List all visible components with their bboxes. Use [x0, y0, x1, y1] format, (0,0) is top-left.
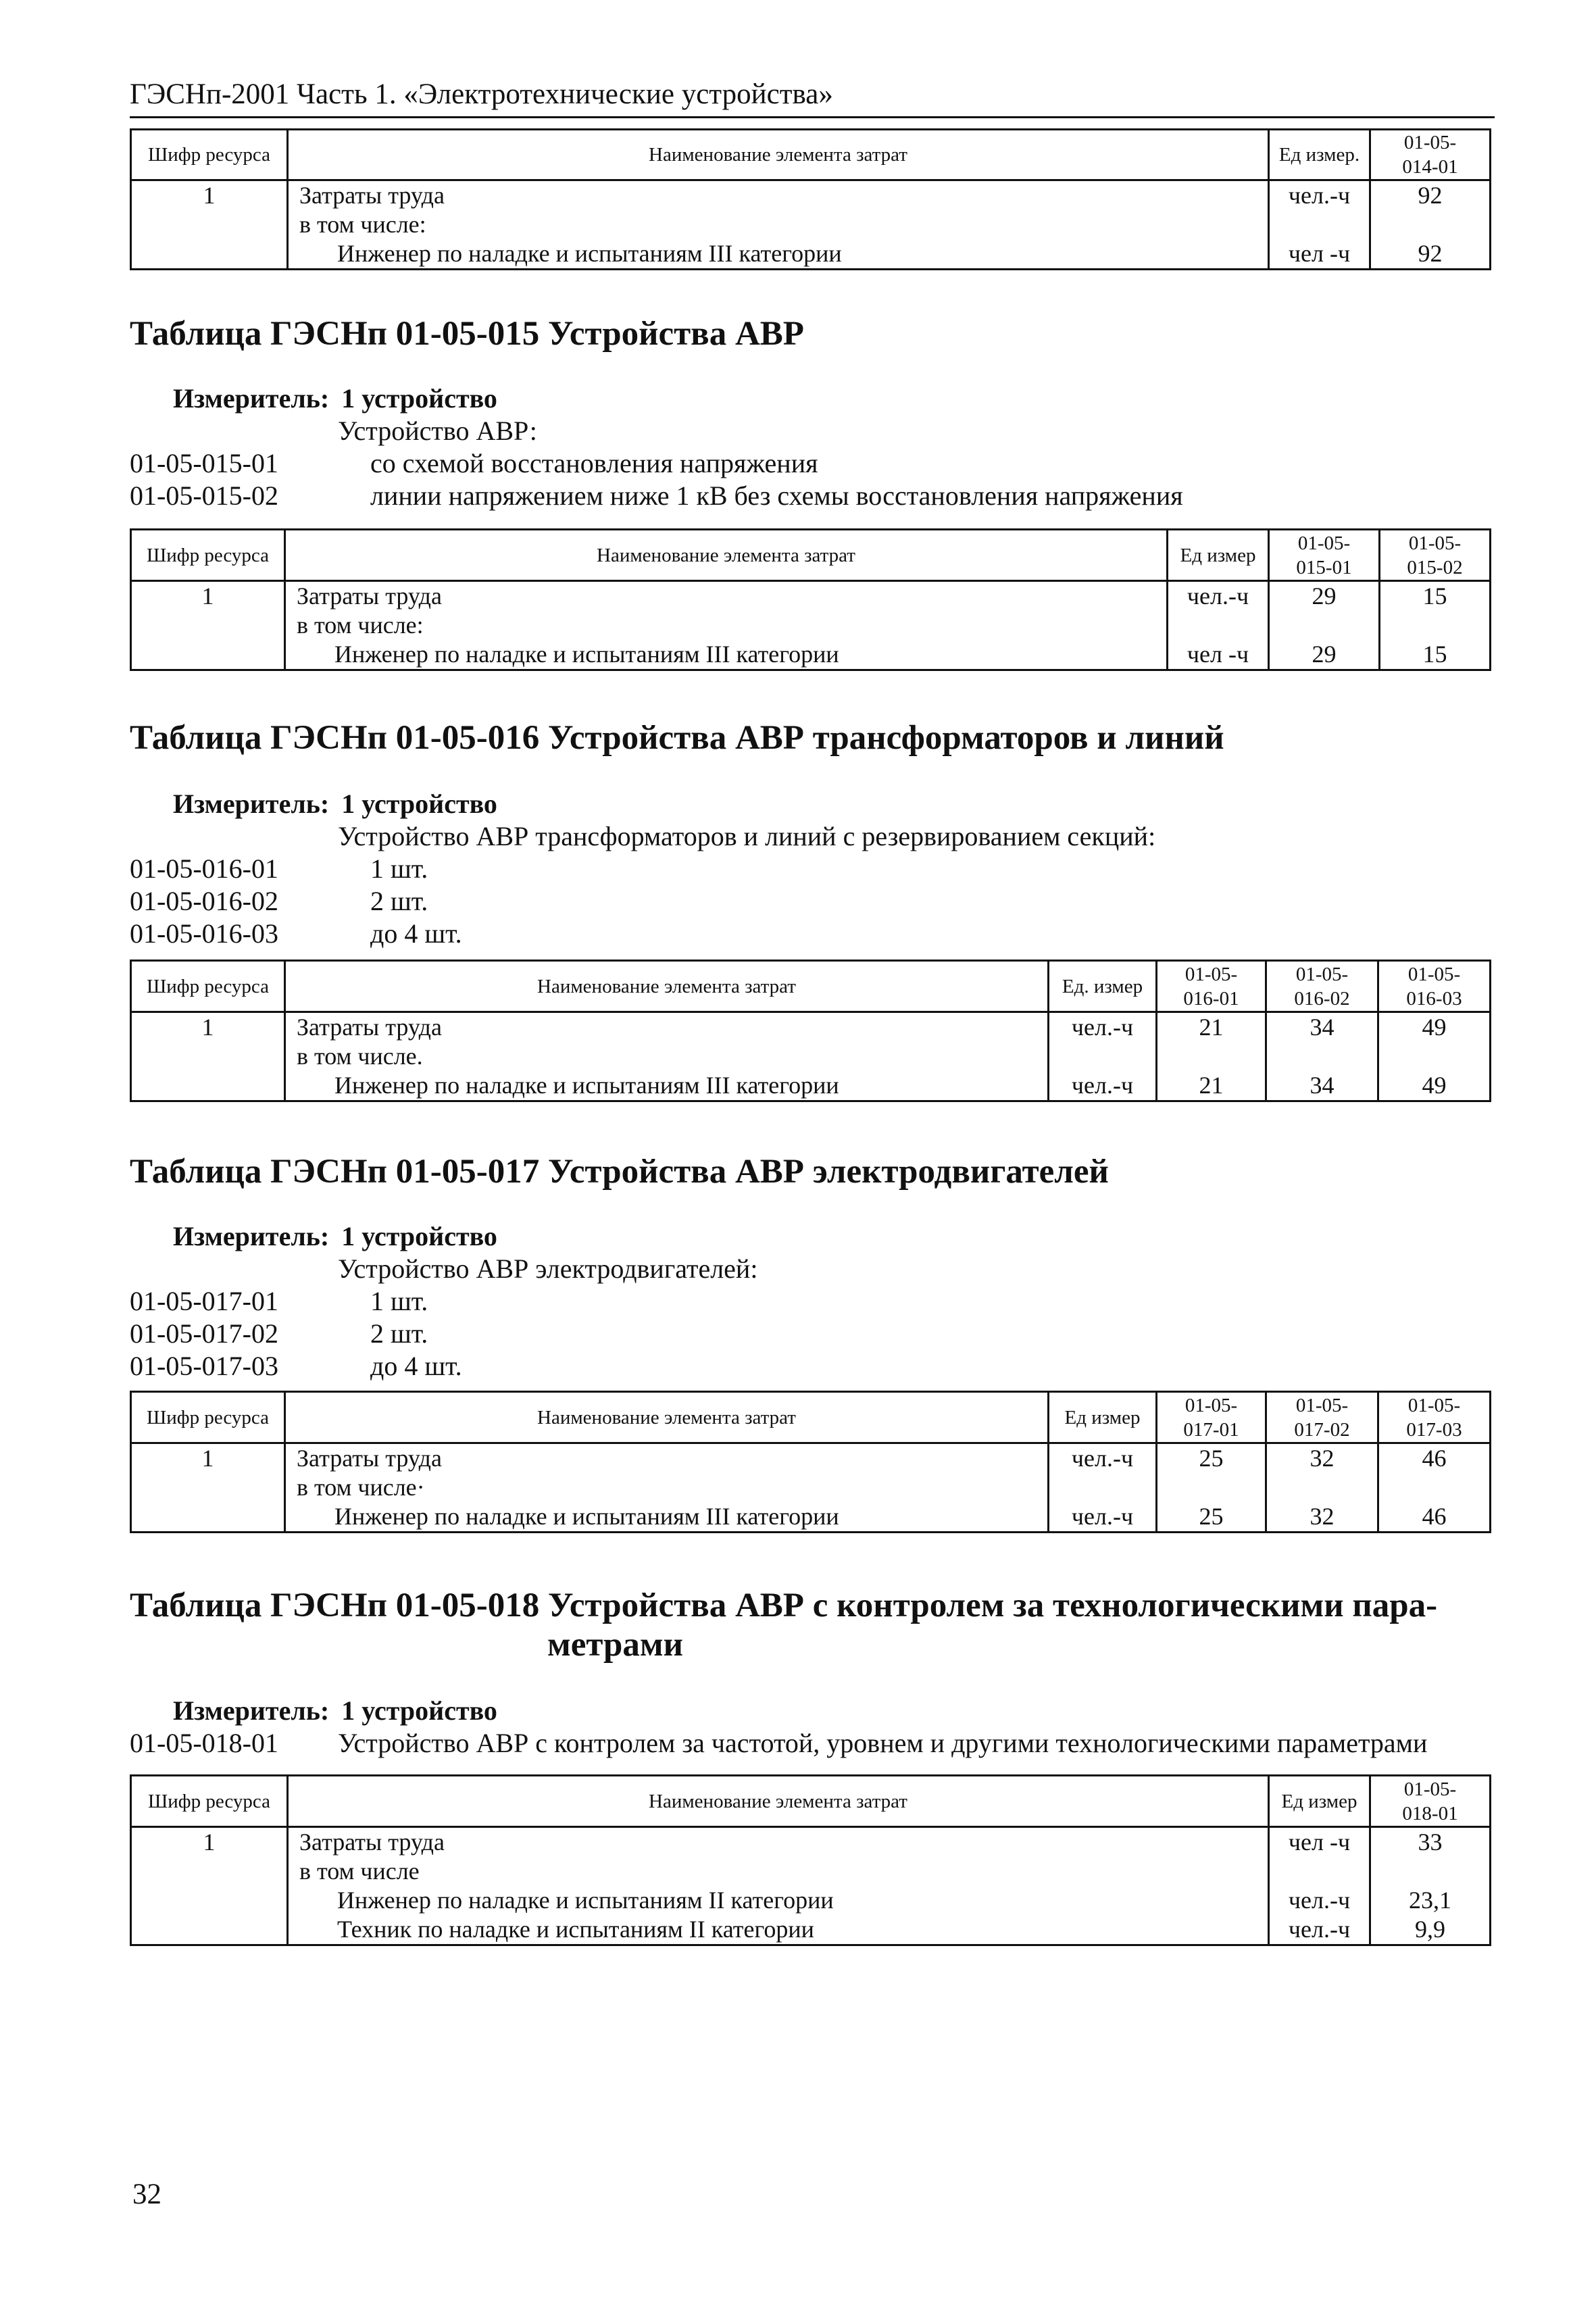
item-015-02: 01-05-015-02 линии напряжением ниже 1 кВ без схемы восстановления напряжения — [130, 480, 1183, 511]
col-header-code: Шифр ресурса — [131, 1776, 288, 1827]
row-engineer: Инженер по наладке и испытаниям III категории — [288, 239, 1269, 270]
resource-table-018 — [130, 1774, 1491, 1946]
col-header-name: Наименование элемента затрат — [285, 961, 1049, 1012]
row-code: 1 — [131, 1443, 285, 1474]
value-engineer: 25 — [1157, 1502, 1266, 1533]
row-labor: Затраты труда — [285, 1012, 1049, 1043]
col-header-code: Шифр ресурса — [131, 530, 285, 581]
value-engineer: 21 — [1157, 1071, 1266, 1101]
value-labor: 49 — [1378, 1012, 1491, 1043]
unit-technician: чел.-ч — [1269, 1915, 1370, 1945]
value-labor: 21 — [1157, 1012, 1266, 1043]
col-header-norm: 01-05- 018-01 — [1370, 1776, 1491, 1827]
section-title-018-line2: метрами — [547, 1626, 684, 1664]
col-header-unit: Ед измер — [1049, 1392, 1157, 1443]
value-engineer: 29 — [1269, 640, 1380, 670]
value-labor: 46 — [1378, 1443, 1491, 1474]
item-016-02: 01-05-016-02 2 шт. — [130, 886, 428, 916]
row-including: в том числе· — [285, 1473, 1049, 1502]
section-title-018-line1: Таблица ГЭСНп 01-05-018 Устройства АВР с контролем за технологическими пара- — [130, 1587, 1438, 1624]
col-header-unit: Ед. измер — [1049, 961, 1157, 1012]
item-017-02: 01-05-017-02 2 шт. — [130, 1318, 428, 1349]
group-015: Устройство АВР: — [338, 416, 537, 446]
col-header-norm: 01-05- 016-03 — [1378, 961, 1491, 1012]
value-engineer: 32 — [1266, 1502, 1378, 1533]
row-code: 1 — [131, 180, 288, 211]
unit-engineer: чел.-ч — [1049, 1071, 1157, 1101]
col-header-code: Шифр ресурса — [131, 961, 285, 1012]
row-engineer: Инженер по наладке и испытаниям III категории — [285, 640, 1168, 670]
item-016-01: 01-05-016-01 1 шт. — [130, 853, 428, 884]
value-labor: 32 — [1266, 1443, 1378, 1474]
value-labor: 33 — [1370, 1827, 1491, 1858]
row-labor: Затраты труда — [288, 180, 1269, 211]
value-engineer: 46 — [1378, 1502, 1491, 1533]
page-number: 32 — [132, 2179, 161, 2210]
resource-table-015 — [130, 528, 1491, 671]
value-labor: 29 — [1269, 581, 1380, 612]
group-016: Устройство АВР трансформаторов и линий с резервированием секций: — [338, 821, 1156, 851]
running-header: ГЭСНп-2001 Часть 1. «Электротехнические устройства» — [130, 78, 833, 110]
value-labor: 15 — [1380, 581, 1491, 612]
meter-018: Измеритель: 1 устройство — [173, 1695, 497, 1726]
row-including: в том числе. — [285, 1042, 1049, 1071]
value-engineer: 49 — [1378, 1071, 1491, 1101]
col-header-norm: 01-05- 014-01 — [1370, 130, 1491, 180]
resource-table-014 — [130, 128, 1491, 270]
row-labor: Затраты труда — [285, 1443, 1049, 1474]
unit-engineer: чел.-ч — [1049, 1502, 1157, 1533]
col-header-norm: 01-05- 015-02 — [1380, 530, 1491, 581]
row-engineer: Инженер по наладке и испытаниям II категории — [288, 1886, 1269, 1915]
row-code: 1 — [131, 581, 285, 612]
row-including: в том числе — [288, 1857, 1269, 1886]
meter-017: Измеритель: 1 устройство — [173, 1221, 497, 1251]
row-technician: Техник по наладке и испытаниям II категории — [288, 1915, 1269, 1945]
row-including: в том числе: — [285, 611, 1168, 640]
unit-engineer: чел -ч — [1269, 239, 1370, 270]
unit-labor: чел -ч — [1269, 1827, 1370, 1858]
row-engineer: Инженер по наладке и испытаниям III категории — [285, 1502, 1049, 1533]
value-technician: 9,9 — [1370, 1915, 1491, 1945]
unit-labor: чел.-ч — [1049, 1443, 1157, 1474]
unit-labor: чел.-ч — [1269, 180, 1370, 211]
meter-016: Измеритель: 1 устройство — [173, 789, 497, 819]
col-header-unit: Ед измер — [1168, 530, 1269, 581]
row-engineer: Инженер по наладке и испытаниям III категории — [285, 1071, 1049, 1101]
col-header-norm: 01-05- 016-02 — [1266, 961, 1378, 1012]
resource-table-016 — [130, 960, 1491, 1102]
unit-labor: чел.-ч — [1049, 1012, 1157, 1043]
col-header-name: Наименование элемента затрат — [288, 1776, 1269, 1827]
col-header-code: Шифр ресурса — [131, 1392, 285, 1443]
row-including: в том числе: — [288, 210, 1269, 239]
item-017-03: 01-05-017-03 до 4 шт. — [130, 1351, 462, 1381]
value-engineer: 92 — [1370, 239, 1491, 270]
col-header-unit: Ед измер. — [1269, 130, 1370, 180]
section-title-015: Таблица ГЭСНп 01-05-015 Устройства АВР — [130, 315, 804, 353]
value-engineer: 15 — [1380, 640, 1491, 670]
value-labor: 92 — [1370, 180, 1491, 211]
row-labor: Затраты труда — [288, 1827, 1269, 1858]
value-labor: 34 — [1266, 1012, 1378, 1043]
resource-table-017 — [130, 1391, 1491, 1533]
unit-engineer: чел.-ч — [1269, 1886, 1370, 1915]
col-header-norm: 01-05- 017-02 — [1266, 1392, 1378, 1443]
group-017: Устройство АВР электродвигателей: — [338, 1253, 758, 1284]
col-header-norm: 01-05- 017-01 — [1157, 1392, 1266, 1443]
col-header-name: Наименование элемента затрат — [288, 130, 1269, 180]
col-header-code: Шифр ресурса — [131, 130, 288, 180]
col-header-unit: Ед измер — [1269, 1776, 1370, 1827]
value-labor: 25 — [1157, 1443, 1266, 1474]
row-labor: Затраты труда — [285, 581, 1168, 612]
section-title-017: Таблица ГЭСНп 01-05-017 Устройства АВР электродвигателей — [130, 1153, 1109, 1191]
col-header-norm: 01-05- 015-01 — [1269, 530, 1380, 581]
row-code: 1 — [131, 1827, 288, 1858]
item-018-01: 01-05-018-01 Устройство АВР с контролем за частотой, уровнем и другими технологическими параметрами — [130, 1728, 1428, 1758]
item-016-03: 01-05-016-03 до 4 шт. — [130, 918, 462, 949]
col-header-norm: 01-05- 017-03 — [1378, 1392, 1491, 1443]
section-title-016: Таблица ГЭСНп 01-05-016 Устройства АВР трансформаторов и линий — [130, 719, 1224, 757]
col-header-name: Наименование элемента затрат — [285, 1392, 1049, 1443]
unit-labor: чел.-ч — [1168, 581, 1269, 612]
item-015-01: 01-05-015-01 со схемой восстановления напряжения — [130, 448, 818, 478]
row-code: 1 — [131, 1012, 285, 1043]
meter-015: Измеритель: 1 устройство — [173, 383, 497, 414]
header-rule — [130, 116, 1495, 118]
col-header-name: Наименование элемента затрат — [285, 530, 1168, 581]
value-engineer: 34 — [1266, 1071, 1378, 1101]
unit-engineer: чел -ч — [1168, 640, 1269, 670]
col-header-norm: 01-05- 016-01 — [1157, 961, 1266, 1012]
item-017-01: 01-05-017-01 1 шт. — [130, 1286, 428, 1316]
value-engineer: 23,1 — [1370, 1886, 1491, 1915]
